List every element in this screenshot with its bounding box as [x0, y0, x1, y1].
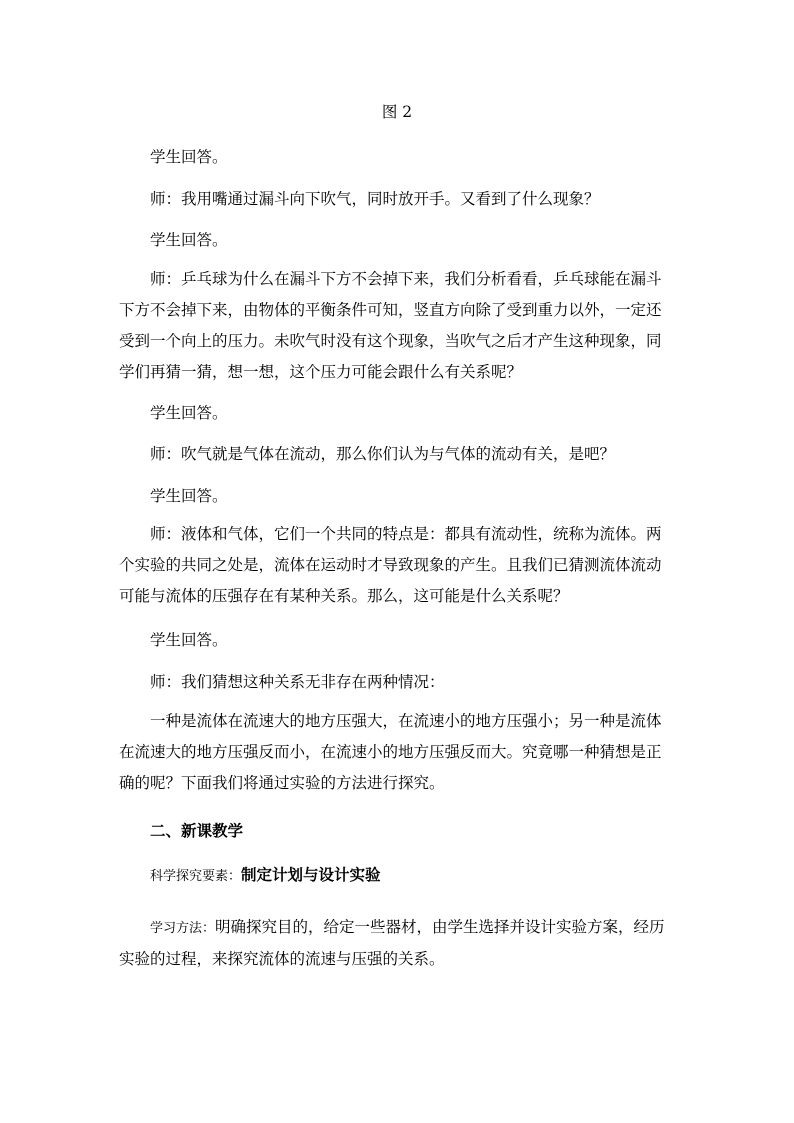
inquiry-element-line — [119, 860, 675, 892]
paragraph-student-answer-4: 学生回答。 — [150, 487, 228, 505]
paragraph-teacher-air-flow: 师：吹气就是气体在流动，那么你们认为与气体的流动有关，是吧？ — [150, 445, 616, 463]
paragraph-hypotheses: 一种是流体在流速大的地方压强大，在流速小的地方压强小；另一种是流体在流速大的地方压强反而小，在流速小的地方压强反而大。究竟哪一种猜想是正确的呢？下面我们将通过实验的方法进行探究。 — [119, 712, 662, 792]
paragraph-teacher-ping-pong-analysis: 师：乒乓球为什么在漏斗下方不会掉下来，我们分析看看，乒乓球能在漏斗下方不会掉下来，由物体的平衡条件可知，竖直方向除了受到重力以外，一定还受到一个向上的压力。未吹气时没有这个现象，当吹气之后才产生这种现象，同学们再猜一猜，想一想，这个压力可能会跟什么有关系呢？ — [119, 270, 662, 381]
inquiry-element-label: 科学探究要素： — [150, 869, 242, 884]
section-heading: 二、新课教学 — [150, 822, 244, 840]
paragraph-student-answer-1: 学生回答。 — [150, 148, 228, 166]
learning-method-label: 学习方法： — [150, 921, 216, 936]
inquiry-element-value: 制定计划与设计实验 — [241, 866, 381, 884]
paragraph-student-answer-5: 学生回答。 — [150, 631, 228, 649]
paragraph-teacher-two-cases: 师：我们猜想这种关系无非存在两种情况： — [150, 673, 445, 691]
paragraph-teacher-blow-funnel: 师：我用嘴通过漏斗向下吹气，同时放开手。又看到了什么现象？ — [150, 190, 600, 208]
paragraph-teacher-fluid-definition: 师：液体和气体，它们一个共同的特点是：都具有流动性，统称为流体。两个实验的共同之处是，流体在运动时才导致现象的产生。且我们已猜测流体流动可能与流体的压强存在有某种关系。那么，这可能是什么关系呢？ — [119, 525, 662, 605]
learning-method-text: 明确探究目的，给定一些器材，由学生选择并设计实验方案，经历实验的过程，来探究流体的流速与压强的关系。 — [119, 918, 665, 968]
paragraph-student-answer-3: 学生回答。 — [150, 404, 228, 422]
figure-caption: 图 2 — [381, 103, 413, 121]
learning-method-paragraph — [119, 912, 675, 975]
paragraph-student-answer-2: 学生回答。 — [150, 231, 228, 249]
